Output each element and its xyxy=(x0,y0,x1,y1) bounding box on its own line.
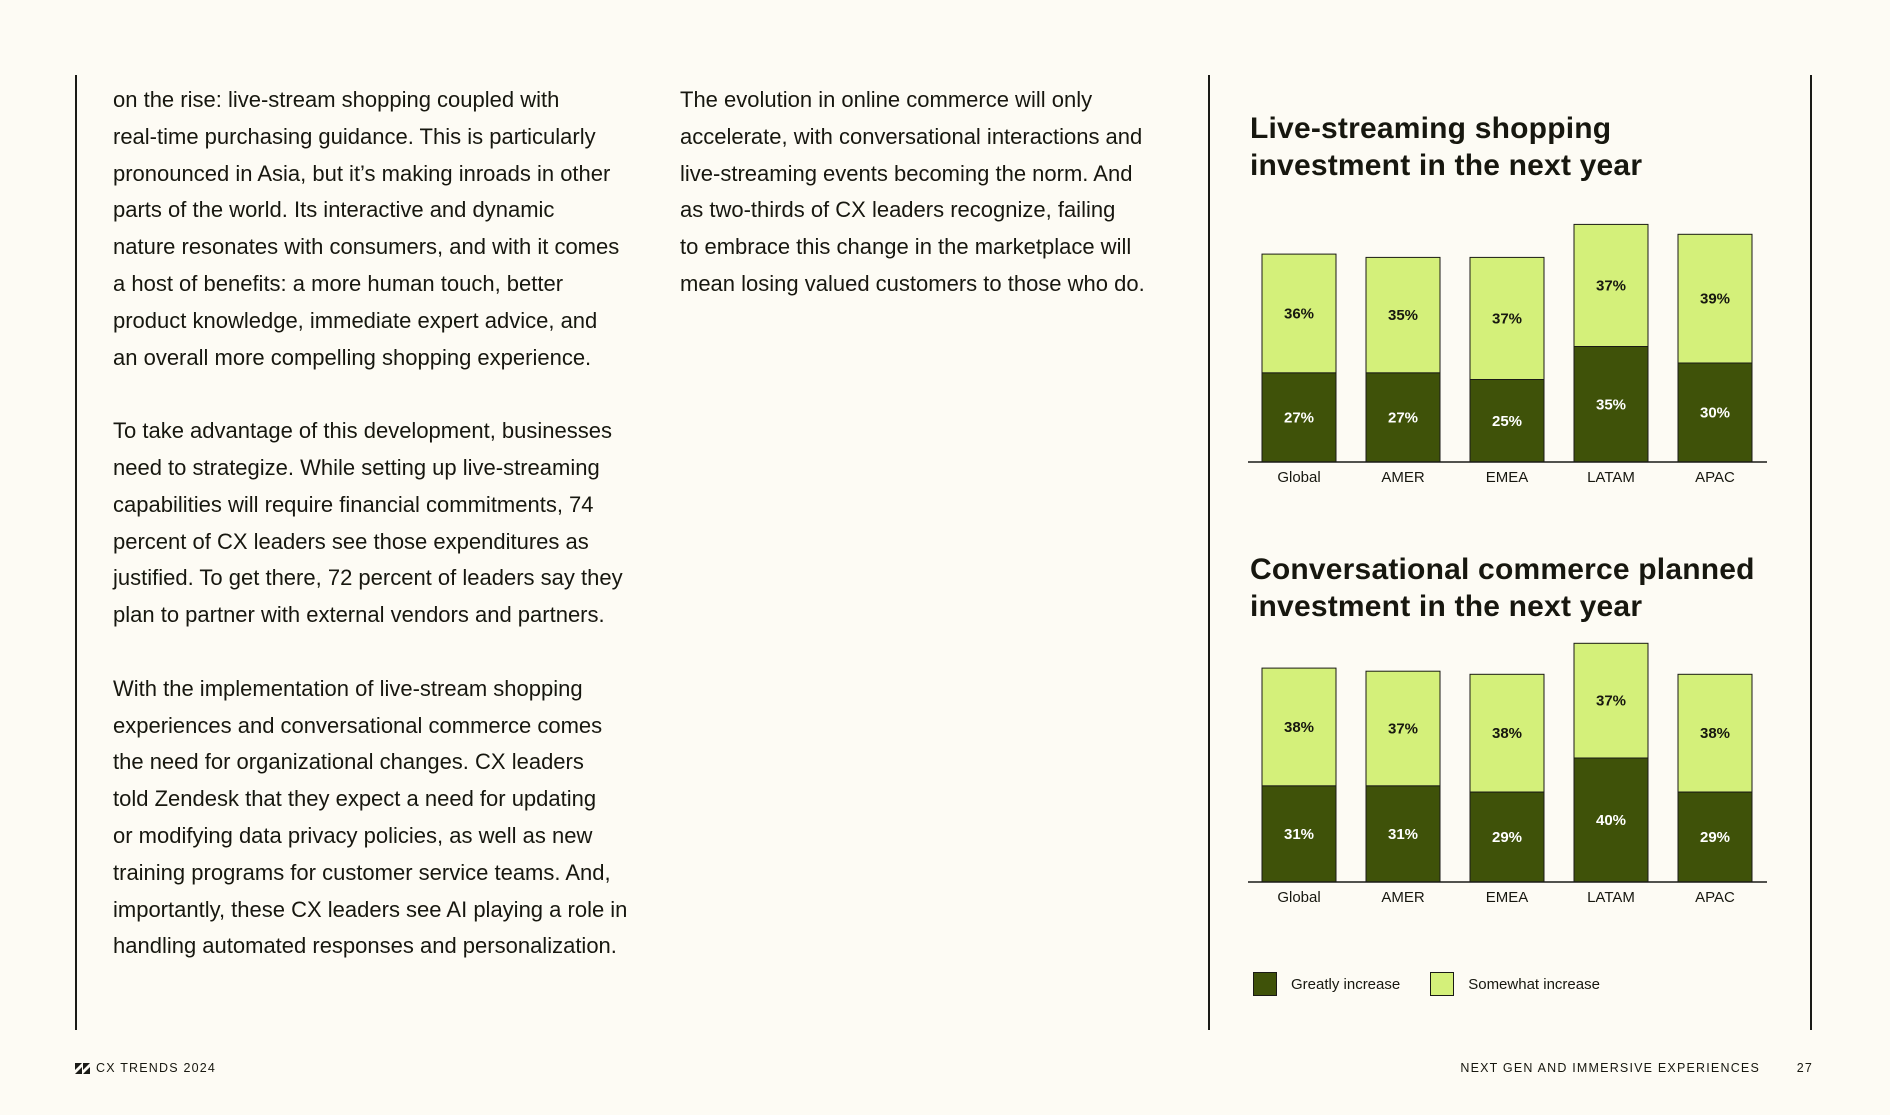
category-label-amer: AMER xyxy=(1381,469,1425,486)
value-label-greatly-latam: 40% xyxy=(1595,812,1627,829)
value-label-greatly-amer: 27% xyxy=(1387,409,1419,427)
left-column-rule xyxy=(75,75,77,1030)
legend-item-somewhat xyxy=(1430,972,1600,996)
category-label-global: Global xyxy=(1277,469,1321,486)
value-label-greatly-global: 31% xyxy=(1283,825,1315,843)
category-label-emea: EMEA xyxy=(1485,889,1529,906)
body-column-left xyxy=(113,82,673,1002)
value-label-greatly-apac: 29% xyxy=(1699,829,1731,847)
chart-legend xyxy=(1253,972,1630,996)
value-label-somewhat-apac: 38% xyxy=(1699,725,1731,743)
category-label-latam: LATAM xyxy=(1587,469,1635,486)
legend-label-somewhat: Somewhat increase xyxy=(1468,975,1600,993)
value-label-somewhat-emea: 38% xyxy=(1491,725,1523,743)
category-label-apac: APAC xyxy=(1695,889,1735,906)
value-label-somewhat-latam: 37% xyxy=(1595,692,1627,710)
chart-live-streaming xyxy=(1240,225,1780,495)
value-label-greatly-latam: 35% xyxy=(1595,396,1627,414)
right-column-rule xyxy=(1810,75,1812,1030)
paragraph-live-stream-rise: on the rise: live-stream shopping coupled with real-time purchasing guidance. This is particularly pronounced in Asia, but it’s making inroads in other parts of the world. Its interactive and dynamic nature resonates with consumers, and with it comes a host of benefits: a more human touch, better product knowledge, immediate expert advice, and an overall more compelling shopping experience. xyxy=(113,87,620,370)
body-column-middle xyxy=(680,82,1200,340)
value-label-somewhat-amer: 37% xyxy=(1387,720,1419,738)
footer-page-number: 27 xyxy=(1796,1061,1813,1075)
value-label-greatly-apac: 30% xyxy=(1699,404,1731,422)
footer-brand-label: CX TRENDS 2024 xyxy=(96,1061,217,1075)
category-label-latam: LATAM xyxy=(1587,889,1635,906)
value-label-somewhat-emea: 37% xyxy=(1491,310,1523,328)
zendesk-logo-icon xyxy=(75,1063,90,1074)
category-label-emea: EMEA xyxy=(1485,469,1529,486)
legend-item-greatly xyxy=(1253,972,1400,996)
paragraph-strategize: To take advantage of this development, businesses need to strategize. While setting up live-streaming capabilities will require financial commitments, 74 percent of CX leaders see those expenditures as justified. To get there, 72 percent of leaders say they plan to partner with external vendors and partners. xyxy=(113,418,623,628)
paragraph-evolution: The evolution in online commerce will only accelerate, with conversational interactions and live-streaming events becoming the norm. And as two-thirds of CX leaders recognize, failing to embrace this change in the marketplace will mean losing valued customers to those who do. xyxy=(680,87,1145,296)
chart-conversational-commerce xyxy=(1240,635,1780,915)
value-label-somewhat-amer: 35% xyxy=(1387,307,1419,325)
legend-label-greatly: Greatly increase xyxy=(1291,975,1401,993)
legend-swatch-somewhat xyxy=(1430,972,1454,996)
paragraph-organizational-changes: With the implementation of live-stream shopping experiences and conversational commerce comes the need for organizational changes. CX leaders told Zendesk that they expect a need for updating or modifying data privacy policies, as well as new training programs for customer service teams. And, importantly, these CX leaders see AI playing a role in handling automated responses and personalization. xyxy=(113,675,628,959)
value-label-somewhat-apac: 39% xyxy=(1699,290,1731,308)
value-label-greatly-emea: 25% xyxy=(1491,412,1523,430)
chart-title-live-streaming: Live-streaming shopping investment in the next year xyxy=(1250,112,1643,182)
value-label-somewhat-global: 36% xyxy=(1283,305,1315,323)
chart-title-conversational-commerce: Conversational commerce planned investment in the next year xyxy=(1250,553,1755,623)
value-label-somewhat-latam: 37% xyxy=(1595,277,1627,295)
value-label-somewhat-global: 38% xyxy=(1283,719,1315,736)
legend-swatch-greatly xyxy=(1253,972,1277,996)
category-label-apac: APAC xyxy=(1695,469,1735,486)
category-label-amer: AMER xyxy=(1381,889,1425,906)
category-label-global: Global xyxy=(1277,889,1321,906)
center-column-rule xyxy=(1208,75,1210,1030)
value-label-greatly-emea: 29% xyxy=(1491,829,1523,847)
footer-brand xyxy=(75,1061,216,1075)
value-label-greatly-amer: 31% xyxy=(1387,825,1419,843)
value-label-greatly-global: 27% xyxy=(1283,409,1315,427)
footer-section: NEXT GEN AND IMMERSIVE EXPERIENCES xyxy=(1460,1061,1760,1075)
